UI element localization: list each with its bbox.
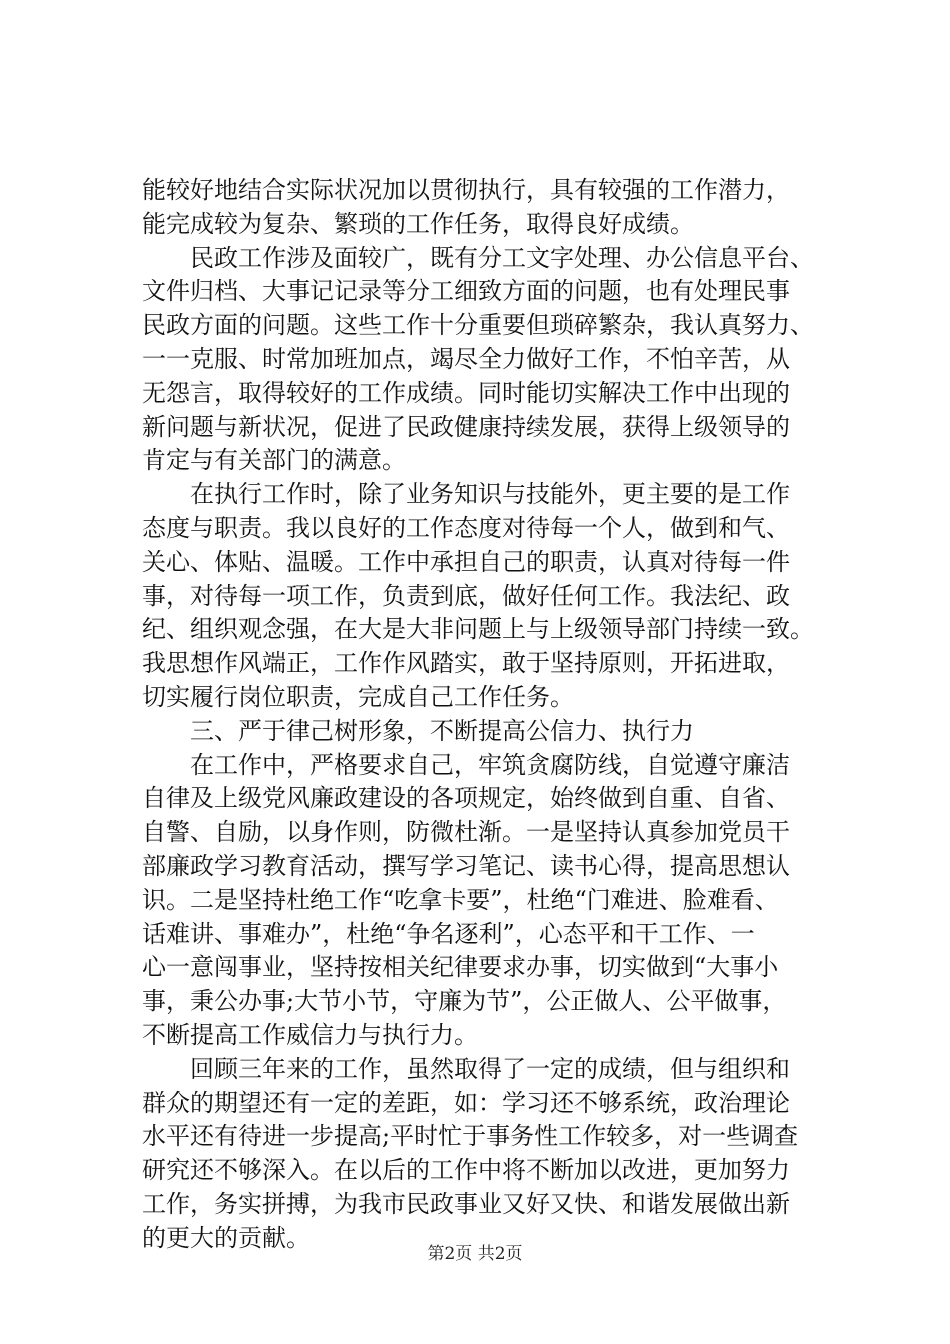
text-line: 关心、体贴、温暖。工作中承担自己的职责，认真对待每一件 — [142, 547, 790, 576]
text-line: 的更大的贡献。 — [142, 1223, 310, 1252]
text-line: 不断提高工作威信力与执行力。 — [142, 1020, 478, 1049]
text-line: 自律及上级党风廉政建设的各项规定，始终做到自重、自省、 — [142, 784, 790, 813]
text-line: 水平还有待进一步提高;平时忙于事务性工作较多，对一些调查 — [142, 1122, 799, 1151]
text-line: 自警、自励，以身作则，防微杜渐。一是坚持认真参加党员干 — [142, 818, 790, 847]
text-line: 态度与职责。我以良好的工作态度对待每一个人，做到和气、 — [142, 513, 790, 542]
text-line: 识。二是坚持杜绝工作“吃拿卡要”，杜绝“门难进、脸难看、 — [142, 885, 779, 914]
text-line: 事，秉公办事;大节小节，守廉为节”，公正做人、公平做事， — [142, 987, 787, 1016]
text-line: 一一克服、时常加班加点，竭尽全力做好工作，不怕辛苦，从 — [142, 344, 790, 373]
text-line: 我思想作风端正，工作作风踏实，敢于坚持原则，开拓进取， — [142, 649, 790, 678]
text-line: 研究还不够深入。在以后的工作中将不断加以改进，更加努力 — [142, 1156, 790, 1185]
text-line: 无怨言，取得较好的工作成绩。同时能切实解决工作中出现的 — [142, 378, 790, 407]
text-line: 在执行工作时，除了业务知识与技能外，更主要的是工作 — [142, 480, 790, 509]
document-body — [142, 174, 837, 1256]
text-line: 纪、组织观念强，在大是大非问题上与上级领导部门持续一致。 — [142, 615, 814, 644]
text-line: 回顾三年来的工作，虽然取得了一定的成绩，但与组织和 — [142, 1054, 790, 1083]
text-line: 能完成较为复杂、繁琐的工作任务，取得良好成绩。 — [142, 209, 694, 238]
text-line: 群众的期望还有一定的差距，如：学习还不够系统，政治理论 — [142, 1088, 790, 1117]
text-line: 新问题与新状况，促进了民政健康持续发展，获得上级领导的 — [142, 412, 790, 441]
text-line: 能较好地结合实际状况加以贯彻执行，具有较强的工作潜力， — [142, 176, 790, 204]
page-number-footer: 第2页 共2页 — [427, 1244, 523, 1264]
text-line: 工作，务实拼搏，为我市民政事业又好又快、和谐发展做出新 — [142, 1189, 790, 1218]
text-line: 肯定与有关部门的满意。 — [142, 446, 406, 475]
text-line: 民政方面的问题。这些工作十分重要但琐碎繁杂，我认真努力、 — [142, 311, 814, 340]
text-line: 部廉政学习教育活动，撰写学习笔记、读书心得，提高思想认 — [142, 851, 790, 880]
text-line: 切实履行岗位职责，完成自己工作任务。 — [142, 682, 574, 711]
text-line: 文件归档、大事记记录等分工细致方面的问题，也有处理民事 — [142, 277, 790, 306]
text-line: 在工作中，严格要求自己，牢筑贪腐防线，自觉遵守廉洁 — [142, 750, 790, 779]
text-line: 心一意闯事业，坚持按相关纪律要求办事，切实做到“大事小 — [142, 953, 779, 982]
text-line: 事，对待每一项工作，负责到底，做好任何工作。我法纪、政 — [142, 581, 790, 610]
section-heading: 三、严于律己树形象，不断提高公信力、执行力 — [142, 716, 694, 745]
text-line: 民政工作涉及面较广，既有分工文字处理、办公信息平台、 — [142, 243, 814, 272]
text-line: 话难讲、事难办”，杜绝“争名逐利”，心态平和干工作、一 — [142, 919, 755, 948]
